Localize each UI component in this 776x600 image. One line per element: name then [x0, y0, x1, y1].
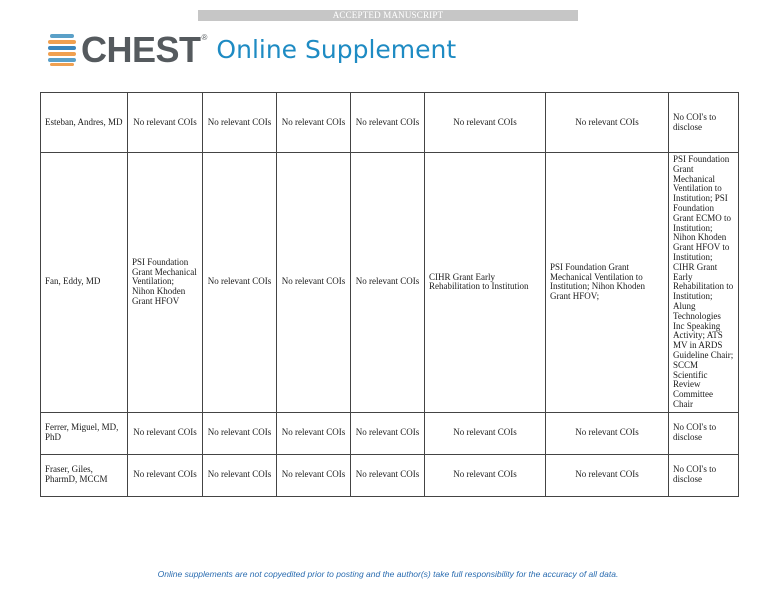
table-cell: No relevant COIs [277, 412, 351, 454]
table-cell: No relevant COIs [546, 412, 669, 454]
table-cell: No relevant COIs [277, 454, 351, 496]
table-cell: No relevant COIs [351, 153, 425, 413]
table-cell: CIHR Grant Early Rehabilitation to Institution [425, 153, 546, 413]
author-name: Esteban, Andres, MD [41, 93, 128, 153]
chest-logo [47, 30, 456, 70]
table-cell: No relevant COIs [351, 412, 425, 454]
table-cell: No relevant COIs [351, 454, 425, 496]
registered-mark: ® [201, 32, 208, 42]
accepted-manuscript-banner: ACCEPTED MANUSCRIPT [198, 10, 578, 21]
table-cell: No relevant COIs [351, 93, 425, 153]
table-cell: No relevant COIs [128, 412, 203, 454]
table-cell: No COI's to disclose [669, 412, 739, 454]
table-cell: No relevant COIs [546, 454, 669, 496]
table-row [41, 412, 739, 454]
table-cell: No relevant COIs [277, 153, 351, 413]
footer-disclaimer: Online supplements are not copyedited prior to posting and the author(s) take full responsibility for the accuracy of all data. [157, 569, 619, 579]
table-cell: No relevant COIs [546, 93, 669, 153]
table-cell: No relevant COIs [128, 454, 203, 496]
table-cell: PSI Foundation Grant Mechanical Ventilation to Institution; Nihon Khoden Grant HFOV; [546, 153, 669, 413]
table-cell: No relevant COIs [425, 93, 546, 153]
table-cell: No relevant COIs [203, 454, 277, 496]
table-cell: No COI's to disclose [669, 454, 739, 496]
table-cell: No relevant COIs [128, 93, 203, 153]
online-supplement-title: Online Supplement [216, 35, 457, 64]
author-name: Fan, Eddy, MD [41, 153, 128, 413]
author-name: Fraser, Giles, PharmD, MCCM [41, 454, 128, 496]
table-cell: No relevant COIs [425, 412, 546, 454]
table-row [41, 153, 739, 413]
table-cell: PSI Foundation Grant Mechanical Ventilation to Institution; PSI Foundation Grant ECMO to Institution; Nihon Khoden Grant HFOV to Institution; CIHR Grant Early Rehabilitation to Institution; Alung Technologies Inc Speaking Activity; ATS MV in ARDS Guideline Chair; SCCM Scientific Review Committee Chair [669, 153, 739, 413]
chest-wordmark: CHEST [81, 29, 201, 70]
table-row [41, 454, 739, 496]
table-cell: No relevant COIs [203, 412, 277, 454]
coi-table [40, 92, 739, 497]
table-cell: No relevant COIs [425, 454, 546, 496]
table-cell: PSI Foundation Grant Mechanical Ventilation; Nihon Khoden Grant HFOV [128, 153, 203, 413]
table-cell: No relevant COIs [203, 153, 277, 413]
table-cell: No relevant COIs [203, 93, 277, 153]
table-cell: No relevant COIs [277, 93, 351, 153]
table-row [41, 93, 739, 153]
author-name: Ferrer, Miguel, MD, PhD [41, 412, 128, 454]
chest-logo-icon [47, 33, 77, 67]
table-cell: No COI's to disclose [669, 93, 739, 153]
